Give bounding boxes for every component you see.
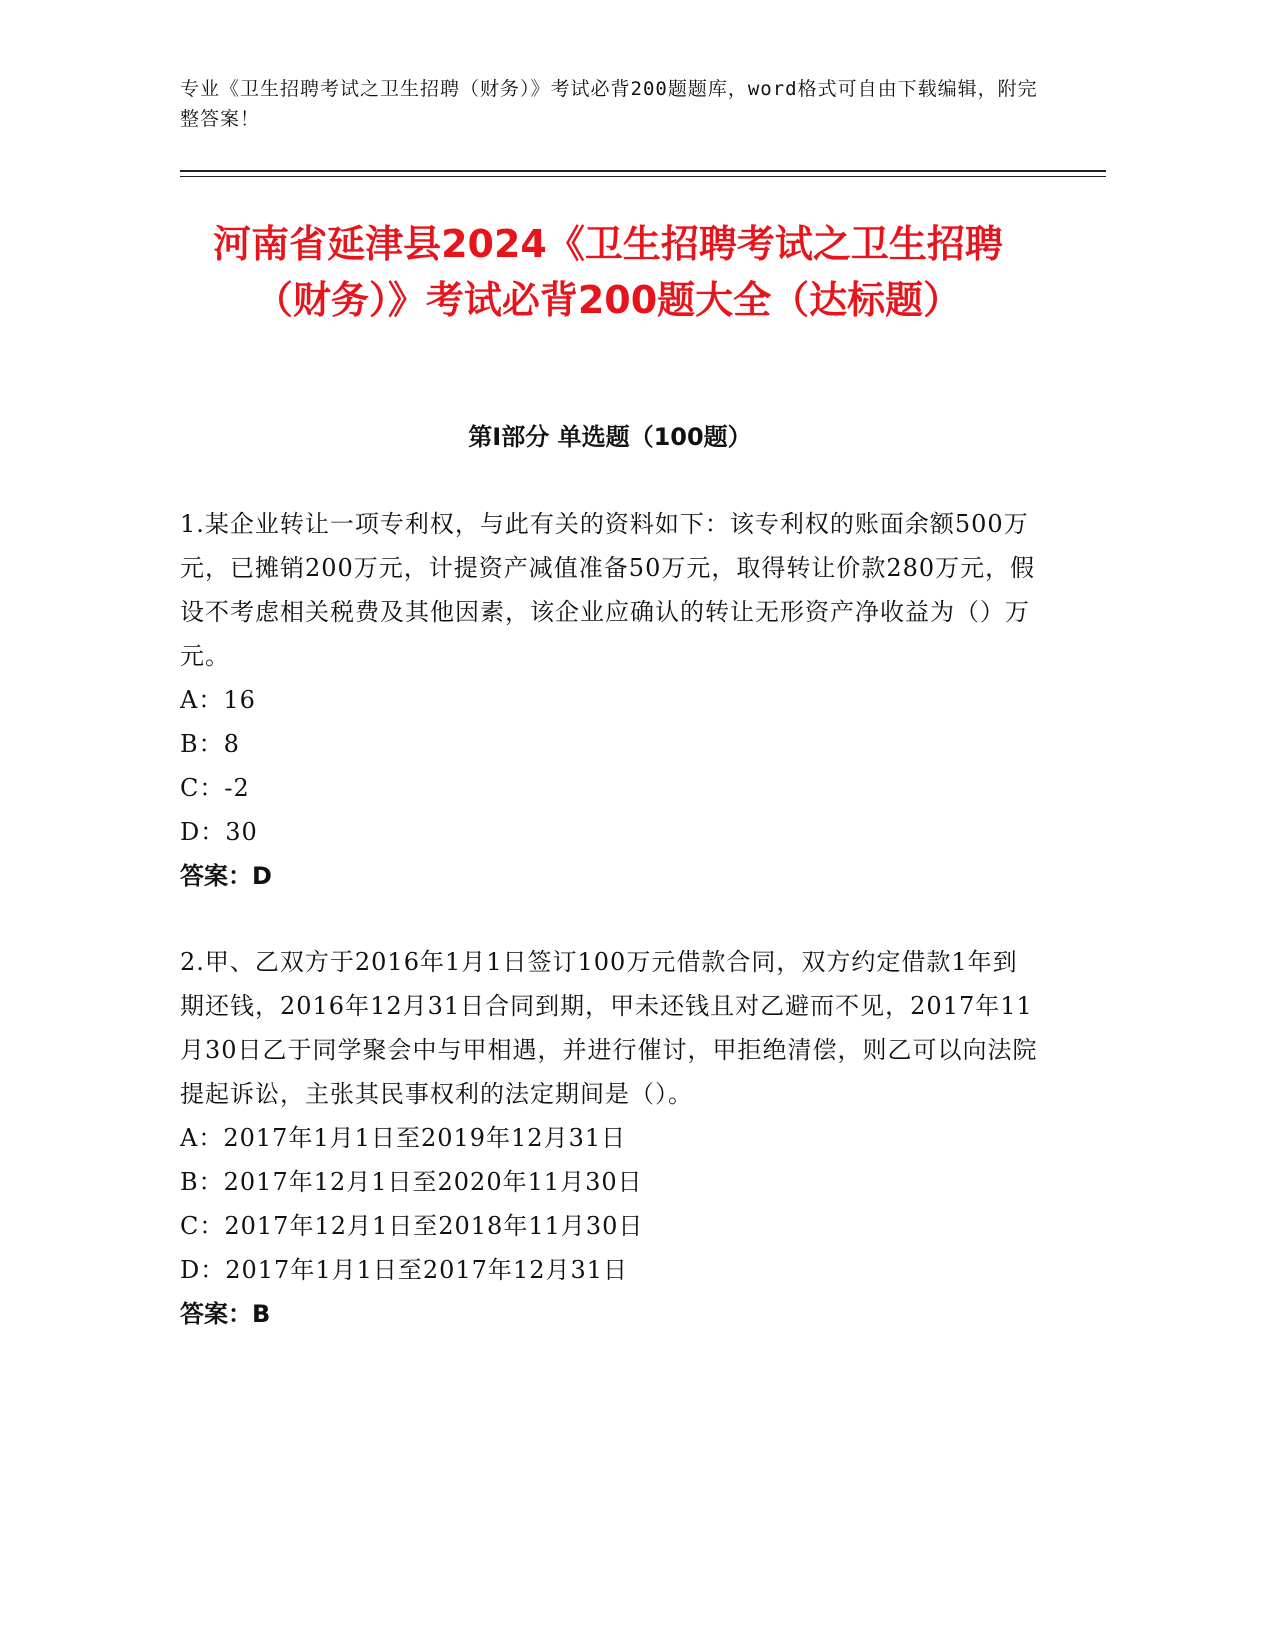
header-divider-thin xyxy=(180,176,1106,177)
answer-label: 答案：D xyxy=(180,862,272,890)
option-a: A：2017年1月1日至2019年12月31日 xyxy=(180,1124,627,1152)
option-c: C：-2 xyxy=(180,774,250,802)
option-a: A：16 xyxy=(180,686,256,714)
question-text: 2.甲、乙双方于2016年1月1日签订100万元借款合同，双方约定借款1年到期还钱，2016年12月31日合同到期，甲未还钱且对乙避而不见，2017年11月30日乙于同学聚会中与甲相遇，并进行催讨，甲拒绝清偿，则乙可以向法院提起诉讼，主张其民事权利的法定期间是（）。 xyxy=(180,948,1038,1108)
header-divider-thick xyxy=(180,170,1106,172)
option-b: B：8 xyxy=(180,730,240,758)
question-text: 1.某企业转让一项专利权，与此有关的资料如下：该专利权的账面余额500万元，已摊销200万元，计提资产减值准备50万元，取得转让价款280万元，假设不考虑相关税费及其他因素，该企业应确认的转让无形资产净收益为（）万元。 xyxy=(180,510,1036,670)
option-d: D：30 xyxy=(180,818,258,846)
header-note: 专业《卫生招聘考试之卫生招聘（财务）》考试必背200题题库，word格式可自由下载编辑，附完整答案！ xyxy=(180,78,1038,130)
answer-label: 答案：B xyxy=(180,1300,271,1328)
option-b: B：2017年12月1日至2020年11月30日 xyxy=(180,1168,643,1196)
option-d: D：2017年1月1日至2017年12月31日 xyxy=(180,1256,629,1284)
question-block-2 xyxy=(180,940,1040,1336)
question-block-1 xyxy=(180,502,1040,898)
document-title: 河南省延津县2024《卫生招聘考试之卫生招聘（财务）》考试必背200题大全（达标题） xyxy=(213,222,1003,322)
option-c: C：2017年12月1日至2018年11月30日 xyxy=(180,1212,644,1240)
section-title: 第Ⅰ部分 单选题（100题） xyxy=(468,423,752,451)
